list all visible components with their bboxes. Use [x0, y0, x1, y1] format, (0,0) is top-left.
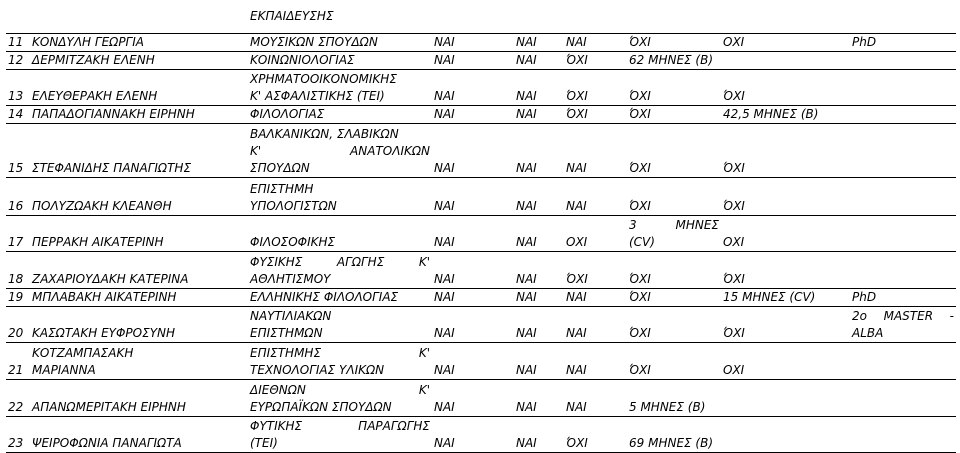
department	[248, 306, 432, 342]
table-row	[6, 416, 956, 452]
col-2: ΝΑΙ	[514, 215, 564, 251]
row-number: 15	[6, 123, 30, 177]
table-row	[6, 215, 956, 251]
col-5: ΌΧΙ	[721, 123, 850, 177]
row-number: 21	[6, 342, 30, 379]
extra: PhD	[850, 288, 956, 306]
department-line: ΦΥΣΙΚΗΣ ΑΓΩΓΗΣ Κ'	[250, 254, 430, 269]
department	[248, 177, 432, 215]
col-4: 5 ΜΗΝΕΣ (Β)	[627, 379, 850, 416]
row-number: 20	[6, 306, 30, 342]
col-5: ΟΧΙ	[721, 342, 850, 379]
department-line: ΦΥΤΙΚΗΣ ΠΑΡΑΓΩΓΗΣ	[250, 418, 430, 433]
department-line: ΕΥΡΩΠΑΪΚΩΝ ΣΠΟΥΔΩΝ	[250, 399, 392, 414]
department: ΚΟΙΝΩΝΙΟΛΟΓΙΑΣ	[248, 51, 432, 69]
applicant-name-line: ΚΟΤΖΑΜΠΑΣΑΚΗ	[32, 345, 134, 360]
col-4: ΌΧΙ	[627, 33, 721, 51]
col-5: 42,5 ΜΗΝΕΣ (Β)	[721, 105, 956, 123]
applicant-name	[30, 342, 248, 379]
applicant-name: ΖΑΧΑΡΙΟΥΔΑΚΗ ΚΑΤΕΡΙΝΑ	[30, 251, 248, 288]
col-3: ΝΑΙ	[564, 123, 627, 177]
extra	[850, 251, 956, 288]
col-1: ΝΑΙ	[432, 416, 514, 452]
extra-line: ALBA	[852, 325, 884, 340]
header-row	[6, 0, 956, 33]
applicant-name: ΠΟΛΥΖΩΑΚΗ ΚΛΕΑΝΘΗ	[30, 177, 248, 215]
department-header: ΕΚΠΑΙΔΕΥΣΗΣ	[248, 0, 432, 33]
row-number: 13	[6, 69, 30, 105]
department-line: ΒΑΛΚΑΝΙΚΩΝ, ΣΛΑΒΙΚΩΝ	[250, 126, 399, 141]
col-1: ΝΑΙ	[432, 123, 514, 177]
col-2: ΝΑΙ	[514, 123, 564, 177]
col-1: ΝΑΙ	[432, 215, 514, 251]
col-4: ΌΧΙ	[627, 288, 721, 306]
applicant-name-line: ΜΑΡΙΑΝΝΑ	[32, 362, 96, 377]
applicants-table	[6, 0, 956, 453]
row-number: 14	[6, 105, 30, 123]
applicant-name: ΠΕΡΡΑΚΗ ΑΙΚΑΤΕΡΙΝΗ	[30, 215, 248, 251]
department-line: Κ' ΑΝΑΤΟΛΙΚΩΝ	[250, 143, 430, 158]
department-line: Κ' ΑΣΦΑΛΙΣΤΙΚΗΣ (ΤΕΙ)	[250, 88, 385, 103]
extra-line: 2ο MASTER -	[852, 308, 954, 323]
table-row	[6, 379, 956, 416]
col-2: ΝΑΙ	[514, 342, 564, 379]
col-2: ΝΑΙ	[514, 51, 564, 69]
row-number: 12	[6, 51, 30, 69]
col-1: ΝΑΙ	[432, 288, 514, 306]
department-line: ΑΘΛΗΤΙΣΜΟΥ	[250, 271, 331, 286]
col-3: ΌΧΙ	[564, 69, 627, 105]
col-4: 69 ΜΗΝΕΣ (Β)	[627, 416, 850, 452]
col-5: ΌΧΙ	[721, 177, 850, 215]
col-4: 62 ΜΗΝΕΣ (Β)	[627, 51, 850, 69]
department-line: ΤΕΧΝΟΛΟΓΙΑΣ ΥΛΙΚΩΝ	[250, 362, 385, 377]
department	[248, 379, 432, 416]
department	[248, 416, 432, 452]
department	[248, 342, 432, 379]
col-1: ΝΑΙ	[432, 69, 514, 105]
department-line: ΥΠΟΛΟΓΙΣΤΩΝ	[250, 198, 337, 213]
col-2: ΝΑΙ	[514, 306, 564, 342]
table-row	[6, 33, 956, 51]
col-2: ΝΑΙ	[514, 177, 564, 215]
row-number: 18	[6, 251, 30, 288]
extra	[850, 69, 956, 105]
col-4: ΌΧΙ	[627, 306, 721, 342]
col-3: ΝΑΙ	[564, 342, 627, 379]
col-1: ΝΑΙ	[432, 251, 514, 288]
department	[248, 123, 432, 177]
col-1: ΝΑΙ	[432, 306, 514, 342]
col-4: ΌΧΙ	[627, 105, 721, 123]
row-number: 22	[6, 379, 30, 416]
table-row	[6, 51, 956, 69]
extra	[850, 342, 956, 379]
table-row	[6, 251, 956, 288]
col-3: ΝΑΙ	[564, 33, 627, 51]
col-3: ΝΑΙ	[564, 288, 627, 306]
applicant-name: ΨΕΙΡΟΦΩΝΙΑ ΠΑΝΑΓΙΩΤΑ	[30, 416, 248, 452]
col-5: ΟΧΙ	[721, 33, 850, 51]
col-1: ΝΑΙ	[432, 51, 514, 69]
col-4	[627, 215, 721, 251]
applicant-name: ΚΟΝΔΥΛΗ ΓΕΩΡΓΙΑ	[30, 33, 248, 51]
col-3: ΌΧΙ	[564, 416, 627, 452]
col-2: ΝΑΙ	[514, 33, 564, 51]
col-4-line: 3 ΜΗΝΕΣ	[629, 217, 719, 232]
col-2: ΝΑΙ	[514, 288, 564, 306]
col-2: ΝΑΙ	[514, 105, 564, 123]
extra	[850, 306, 956, 342]
department-line: ΕΠΙΣΤΗΜΩΝ	[250, 325, 323, 340]
extra	[850, 177, 956, 215]
department-line: ΕΠΙΣΤΗΜΗ	[250, 181, 314, 196]
col-5: ΟΧΙ	[721, 215, 850, 251]
extra	[850, 51, 956, 69]
col-3: ΟΧΙ	[564, 215, 627, 251]
col-1: ΝΑΙ	[432, 33, 514, 51]
col-3: ΌΧΙ	[564, 51, 627, 69]
row-number: 11	[6, 33, 30, 51]
department	[248, 251, 432, 288]
col-5: ΌΧΙ	[721, 251, 850, 288]
department-line: ΧΡΗΜΑΤΟΟΙΚΟΝΟΜΙΚΗΣ	[250, 71, 397, 86]
col-2: ΝΑΙ	[514, 69, 564, 105]
department: ΦΙΛΟΣΟΦΙΚΗΣ	[248, 215, 432, 251]
department-line: ΣΠΟΥΔΩΝ	[250, 160, 310, 175]
department: ΜΟΥΣΙΚΩΝ ΣΠΟΥΔΩΝ	[248, 33, 432, 51]
row-number: 19	[6, 288, 30, 306]
row-number: 16	[6, 177, 30, 215]
extra	[850, 416, 956, 452]
applicant-name: ΜΠΛΑΒΑΚΗ ΑΙΚΑΤΕΡΙΝΗ	[30, 288, 248, 306]
department-line: (ΤΕΙ)	[250, 435, 278, 450]
row-number: 17	[6, 215, 30, 251]
col-3: ΝΑΙ	[564, 379, 627, 416]
col-4: ΌΧΙ	[627, 123, 721, 177]
applicant-name: ΕΛΕΥΘΕΡΑΚΗ ΕΛΕΝΗ	[30, 69, 248, 105]
table-row	[6, 342, 956, 379]
col-1: ΝΑΙ	[432, 342, 514, 379]
col-4: ΌΧΙ	[627, 177, 721, 215]
col-4-line: (CV)	[629, 234, 655, 249]
row-number: 23	[6, 416, 30, 452]
col-5: ΌΧΙ	[721, 69, 850, 105]
extra	[850, 123, 956, 177]
department: ΦΙΛΟΛΟΓΙΑΣ	[248, 105, 432, 123]
col-1: ΝΑΙ	[432, 379, 514, 416]
extra: PhD	[850, 33, 956, 51]
department-line: ΔΙΕΘΝΩΝ Κ'	[250, 382, 430, 397]
col-2: ΝΑΙ	[514, 379, 564, 416]
table-row	[6, 177, 956, 215]
col-1: ΝΑΙ	[432, 177, 514, 215]
col-4: ΌΧΙ	[627, 69, 721, 105]
col-3: ΝΑΙ	[564, 177, 627, 215]
department-line: ΝΑΥΤΙΛΙΑΚΩΝ	[250, 308, 332, 323]
col-5: 15 ΜΗΝΕΣ (CV)	[721, 288, 850, 306]
extra	[850, 379, 956, 416]
col-2: ΝΑΙ	[514, 251, 564, 288]
table-row	[6, 105, 956, 123]
department: ΕΛΛΗΝΙΚΗΣ ΦΙΛΟΛΟΓΙΑΣ	[248, 288, 432, 306]
applicant-name: ΔΕΡΜΙΤΖΑΚΗ ΕΛΕΝΗ	[30, 51, 248, 69]
table-row	[6, 69, 956, 105]
table-row	[6, 306, 956, 342]
applicant-name: ΣΤΕΦΑΝΙΔΗΣ ΠΑΝΑΓΙΩΤΗΣ	[30, 123, 248, 177]
table-row	[6, 123, 956, 177]
col-5: ΌΧΙ	[721, 306, 850, 342]
col-3: ΌΧΙ	[564, 251, 627, 288]
col-3: ΝΑΙ	[564, 306, 627, 342]
col-4: ΌΧΙ	[627, 251, 721, 288]
col-4: ΌΧΙ	[627, 342, 721, 379]
department-line: ΕΠΙΣΤΗΜΗΣ Κ'	[250, 345, 430, 360]
applicant-name: ΚΑΣΩΤΑΚΗ ΕΥΦΡΟΣΥΝΗ	[30, 306, 248, 342]
applicant-name: ΑΠΑΝΩΜΕΡΙΤΑΚΗ ΕΙΡΗΝΗ	[30, 379, 248, 416]
extra	[850, 215, 956, 251]
col-3: ΌΧΙ	[564, 105, 627, 123]
col-2: ΝΑΙ	[514, 416, 564, 452]
table-row	[6, 288, 956, 306]
department	[248, 69, 432, 105]
col-1: ΝΑΙ	[432, 105, 514, 123]
applicant-name: ΠΑΠΑΔΟΓΙΑΝΝΑΚΗ ΕΙΡΗΝΗ	[30, 105, 248, 123]
